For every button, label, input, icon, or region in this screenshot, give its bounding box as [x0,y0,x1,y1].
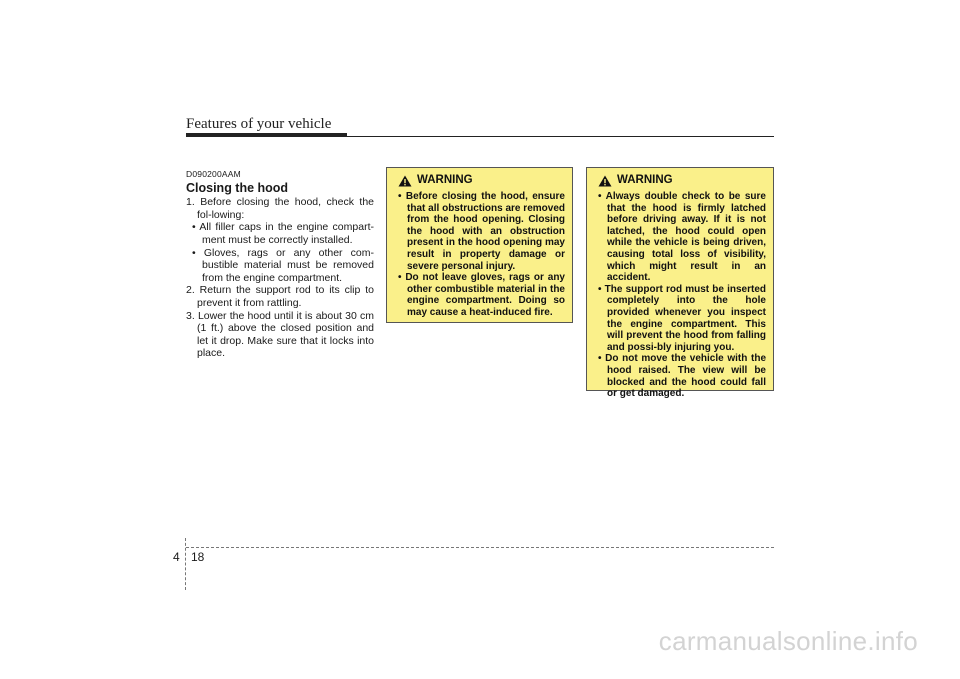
watermark: carmanualsonline.info [658,626,918,656]
bullet-item: • Gloves, rags or any other com-bustible material must be removed from the engine compartment. [192,246,375,284]
warning-item: • Do not leave gloves, rags or any other combustible material in the engine compartment. Doing so may cause a heat-induced fire. [398,272,565,318]
warning-title: WARNING [417,174,473,187]
page-header-title: Features of your vehicle [186,116,332,132]
step-3: 3. Lower the hood until it is about 30 cm (1 ft.) above the closed position and let it drop. Make sure that it locks into place. [186,309,375,360]
warning-title: WARNING [617,174,673,187]
warning-header [394,175,565,187]
warning-triangle-icon [398,175,412,187]
header-rule [186,136,774,137]
warning-box-right [586,167,774,400]
warning-item: • Before closing the hood, ensure that all obstructions are removed from the hood opening. Closing the hood with an obstruction present in the hood opening may result in property damage or severe personal injury. [398,191,565,272]
chapter-number: 4 [173,550,180,564]
footer-rule [186,547,774,548]
warning-box-left [386,167,573,323]
footer-divider [185,538,186,590]
section-title: Closing the hood [186,180,289,195]
closing-hood-section [186,168,374,360]
step-2: 2. Return the support rod to its clip to prevent it from rattling. [186,284,375,309]
warning-item: • Do not move the vehicle with the hood raised. The view will be blocked and the hood could fall or get damaged. [598,353,767,400]
warning-triangle-icon [598,175,612,187]
page-number: 18 [191,550,205,564]
warning-item: • The support rod must be inserted completely into the hole provided whenever you inspect the engine compartment. This will prevent the hood from falling and possi-bly injuring you. [598,283,766,353]
warning-item: • Always double check to be sure that the hood is firmly latched before driving away. If it is not latched, the hood could open while the vehicle is being driven, causing total loss of visibility, which might result in an accident. [598,191,766,284]
bullet-item: • All filler caps in the engine compart-ment must be correctly installed. [192,221,374,246]
section-code: D090200AAM [186,169,241,179]
warning-header [594,175,766,187]
step-1: 1. Before closing the hood, check the fol-lowing: [186,196,374,221]
